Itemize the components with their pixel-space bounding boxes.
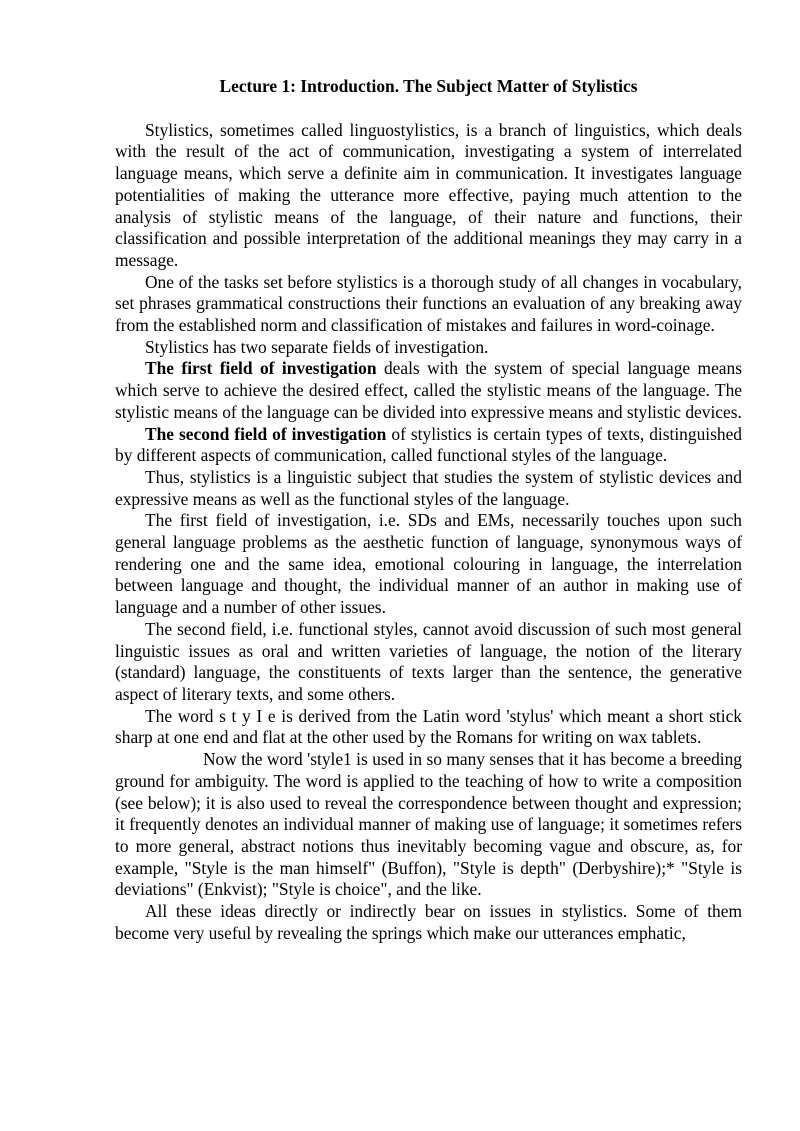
paragraph-text: Thus, stylistics is a linguistic subject that studies the system of stylistic devices and expressive means as well as the functional styles of the language.: [115, 466, 742, 509]
paragraph-bold-lead: The second field of investigation: [145, 423, 387, 444]
paragraph-text: The second field, i.e. functional styles, cannot avoid discussion of such most general linguistic issues as oral and written varieties of language, the notion of the literary (standard) language, the constituents of texts larger than the sentence, the generative aspect of literary texts, and some others.: [115, 618, 742, 704]
paragraph-word-origin: [115, 706, 742, 749]
paragraph-text: of stylistics is certain types of texts, distinguished by different aspects of communication, called functional styles of the language.: [115, 423, 742, 466]
paragraph-summary: [115, 467, 742, 510]
paragraph-text: The word s t y I e is derived from the Latin word 'stylus' which meant a short stick sharp at one end and flat at the other used by the Romans for writing on wax tablets.: [115, 705, 742, 748]
paragraph-two-fields: [115, 337, 742, 359]
paragraph-second-field-detail: [115, 619, 742, 706]
paragraph-text: Stylistics, sometimes called linguostylistics, is a branch of linguistics, which deals with the result of the act of communication, investigating a system of interrelated language means, which serve a definite aim in communication. It investigates language potentialities of making the utterance more effective, paying much attention to the analysis of stylistic means of the language, of their nature and functions, their classification and possible interpretation of the additional meanings they may carry in a message.: [115, 119, 742, 270]
paragraph-text: Now the word 'style1 is used in so many senses that it has become a breeding ground for ambiguity. The word is applied to the teaching of how to write a composition (see below); it is also used to reveal the correspondence between thought and expression; it frequently denotes an individual manner of making use of language; it sometimes refers to more general, abstract notions thus inevitably becoming vague and obscure, as, for example, "Style is the man himself" (Buffon), "Style is depth" (Derbyshire);* "Style is deviations" (Enkvist); "Style is choice", and the like.: [115, 749, 742, 900]
paragraph-style-senses: [115, 749, 742, 901]
paragraph-ideas: [115, 901, 742, 944]
paragraph-first-field: [115, 358, 742, 423]
document-title: Lecture 1: Introduction. The Subject Matter of Stylistics: [219, 76, 638, 96]
paragraph-definition: [115, 120, 742, 272]
paragraph-text: deals with the system of special language means which serve to achieve the desired effect, called the stylistic means of the language. The stylistic means of the language can be divided into expressive means and stylistic devices.: [115, 358, 742, 422]
paragraph-text: One of the tasks set before stylistics is a thorough study of all changes in vocabulary, set phrases grammatical constructions their functions an evaluation of any breaking away from the established norm and classification of mistakes and failures in word-coinage.: [115, 271, 742, 336]
paragraph-second-field: [115, 424, 742, 467]
paragraph-text: The first field of investigation, i.e. SDs and EMs, necessarily touches upon such general language problems as the aesthetic function of language, synonymous ways of rendering one and the same idea, emotional colouring in language, the interrelation between language and thought, the individual manner of an author in making use of language and a number of other issues.: [115, 510, 742, 618]
paragraph-bold-lead: The first field of investigation: [145, 358, 377, 379]
paragraph-text: All these ideas directly or indirectly bear on issues in stylistics. Some of them become very useful by revealing the springs which make our utterances emphatic,: [115, 901, 742, 943]
paragraph-first-field-detail: [115, 510, 742, 619]
document-page: [115, 76, 742, 944]
paragraph-tasks: [115, 272, 742, 337]
paragraph-text: Stylistics has two separate fields of investigation.: [145, 336, 489, 357]
